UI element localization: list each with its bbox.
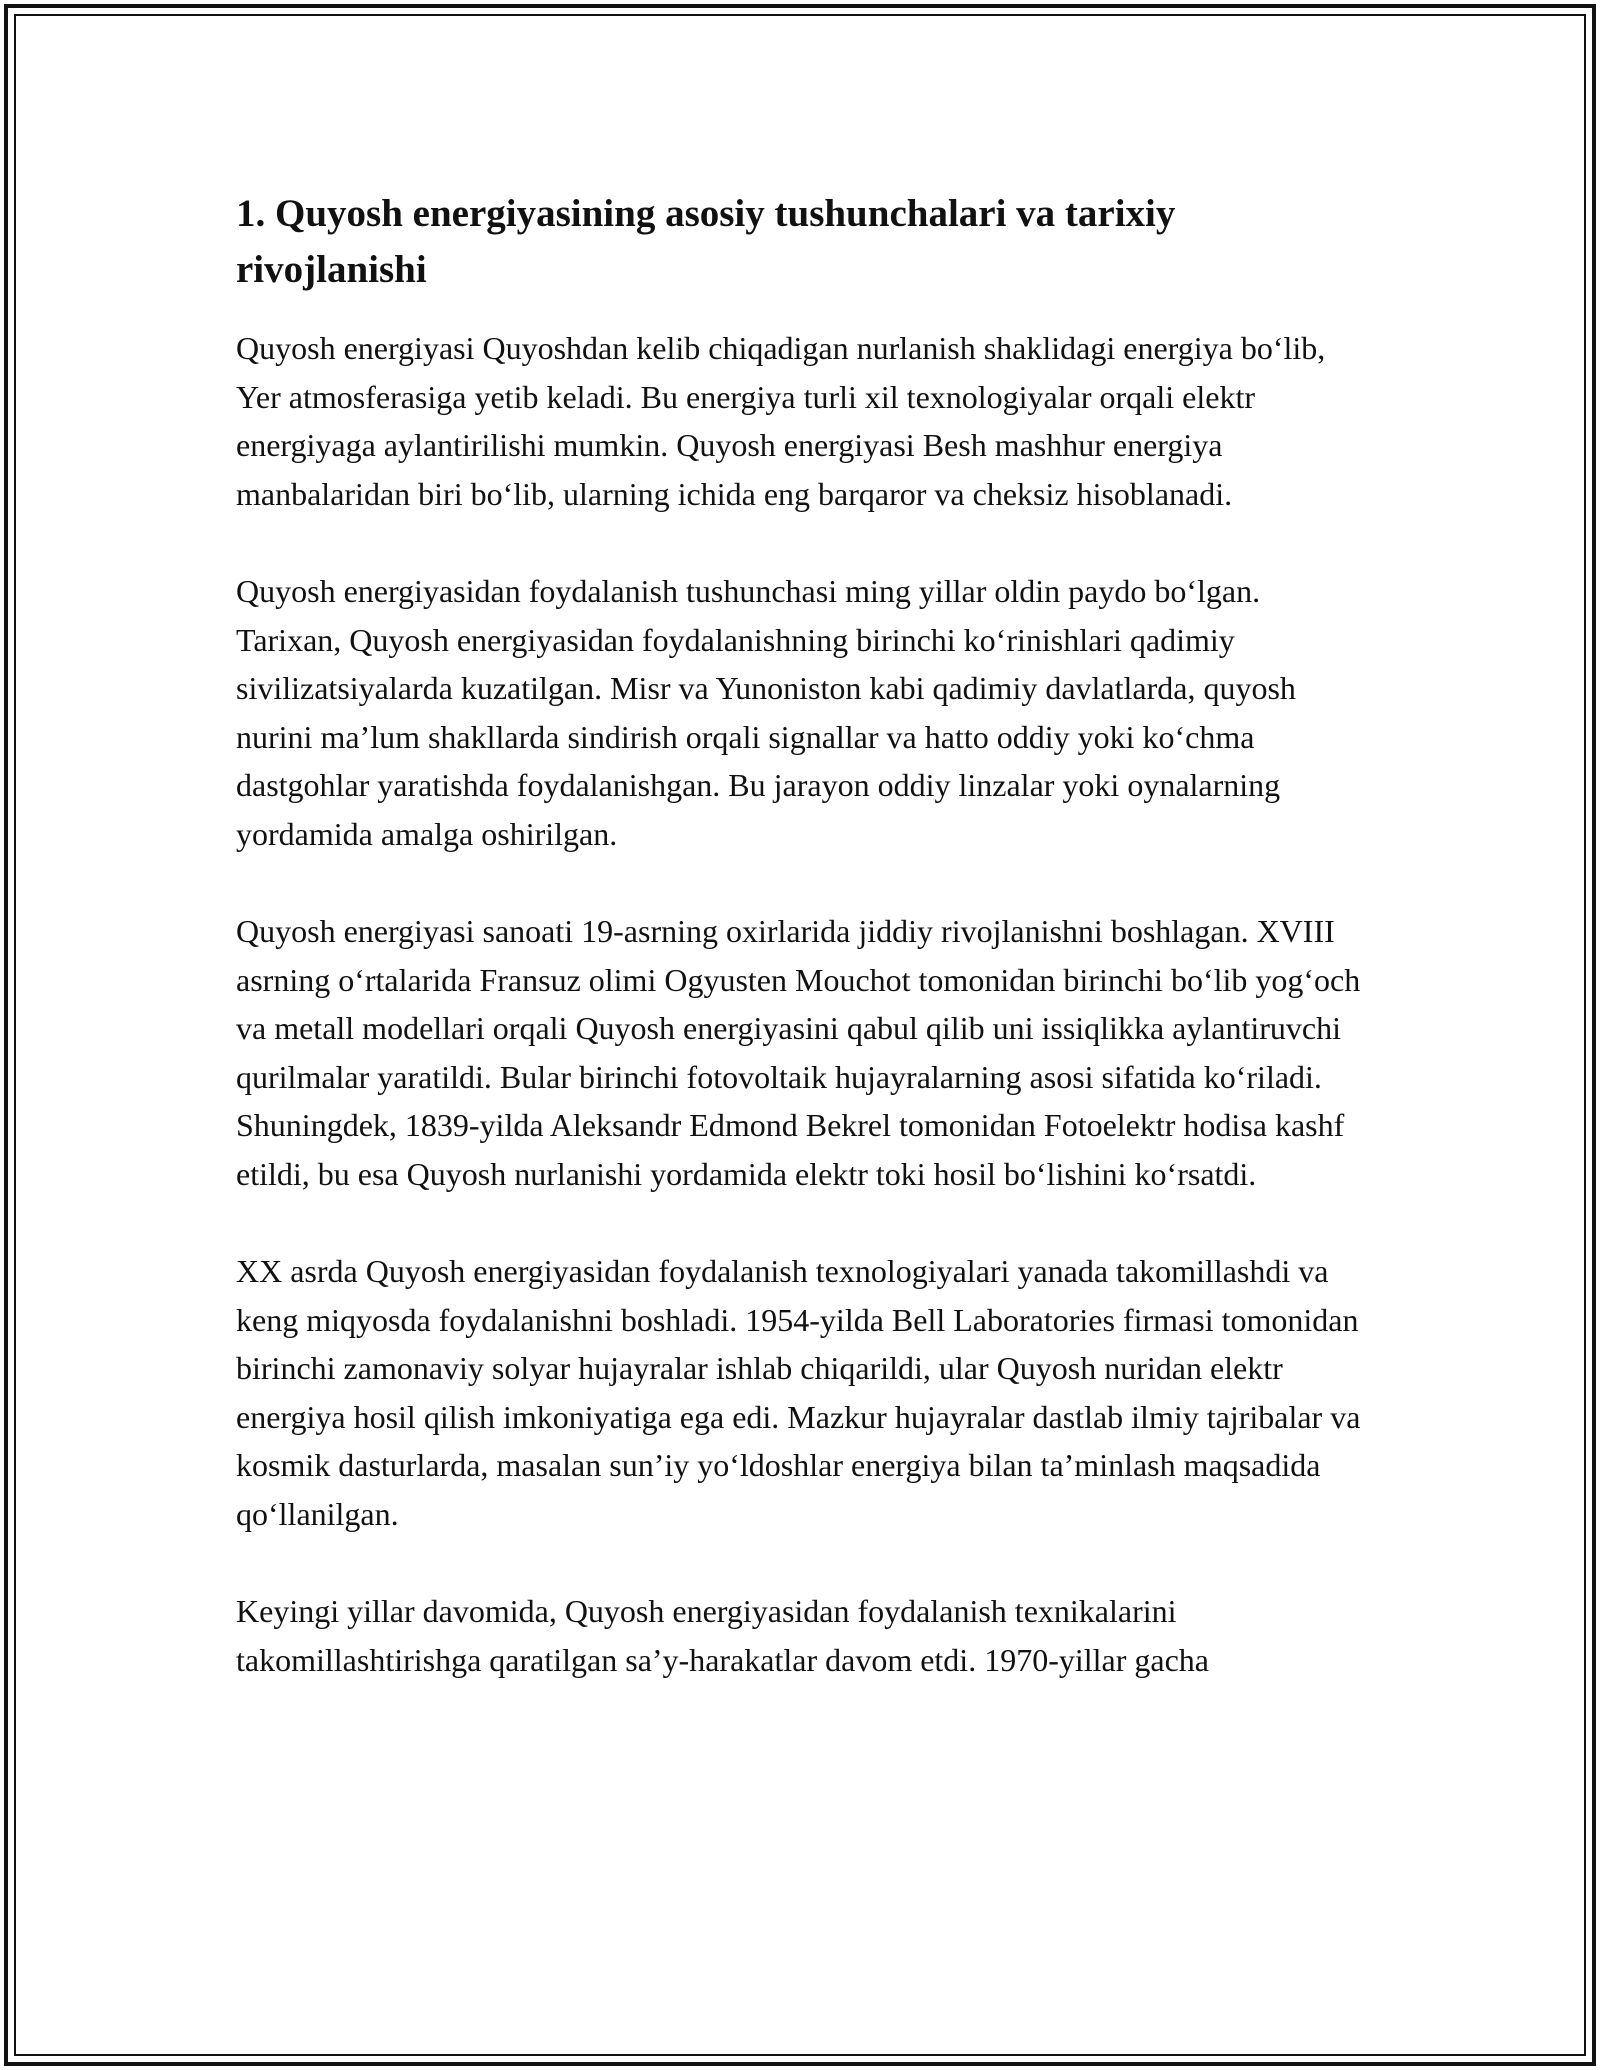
paragraph-20th-century: XX asrda Quyosh energiyasidan foydalanish texnologiyalari yanada takomillashdi va keng miqyosda foydalanishni boshladi. 1954-yilda Bell Laboratories firmasi tomonidan birinchi zamonaviy solyar hujayralar ishlab chiqarildi, ular Quyosh nuridan elektr energiya hosil qilish imkoniyatiga ega edi. Mazkur hujayralar dastlab ilmiy tajribalar va kosmik dasturlarda, masalan sun’iy yo‘ldoshlar energiya bilan ta’minlash maqsadida qo‘llanilgan. (236, 1253, 1361, 1532)
paragraph-definition: Quyosh energiyasi Quyoshdan kelib chiqadigan nurlanish shaklidagi energiya bo‘lib, Yer atmosferasiga yetib keladi. Bu energiya turli xil texnologiyalar orqali elektr energiyaga aylantirilishi mumkin. Quyosh energiyasi Besh mashhur energiya manbalaridan biri bo‘lib, ularning ichida eng barqaror va cheksiz hisoblanadi. (236, 330, 1326, 512)
paragraph-ancient-history: Quyosh energiyasidan foydalanish tushunchasi ming yillar oldin paydo bo‘lgan. Tarixan, Quyosh energiyasidan foydalanishning birinchi ko‘rinishlari qadimiy sivilizatsiyalarda kuzatilgan. Misr va Yunoniston kabi qadimiy davlatlarda, quyosh nurini ma’lum shakllarda sindirish orqali signallar va hatto oddiy yoki ko‘chma dastgohlar yaratishda foydalanishgan. Bu jarayon oddiy linzalar yoki oynalarning yordamida amalga oshirilgan. (236, 573, 1296, 852)
section-heading: 1. Quyosh energiyasining asosiy tushunchalari va tarixiy rivojlanishi (236, 192, 1176, 291)
document-body (236, 186, 1366, 1733)
paragraph-19th-century: Quyosh energiyasi sanoati 19-asrning oxirlarida jiddiy rivojlanishni boshlagan. XVIII asrning o‘rtalarida Fransuz olimi Ogyusten Mouchot tomonidan birinchi bo‘lib yog‘och va metall modellari orqali Quyosh energiyasini qabul qilib uni issiqlikka aylantiruvchi qurilmalar yaratildi. Bular birinchi fotovoltaik hujayralarning asosi sifatida ko‘riladi. Shuningdek, 1839-yilda Aleksandr Edmond Bekrel tomonidan Fotoelektr hodisa kashf etildi, bu esa Quyosh nurlanishi yordamida elektr toki hosil bo‘lishini ko‘rsatdi. (236, 913, 1361, 1192)
paragraph-later-years: Keyingi yillar davomida, Quyosh energiyasidan foydalanish texnikalarini takomillashtirishga qaratilgan sa’y-harakatlar davom etdi. 1970-yillar gacha (236, 1593, 1209, 1678)
